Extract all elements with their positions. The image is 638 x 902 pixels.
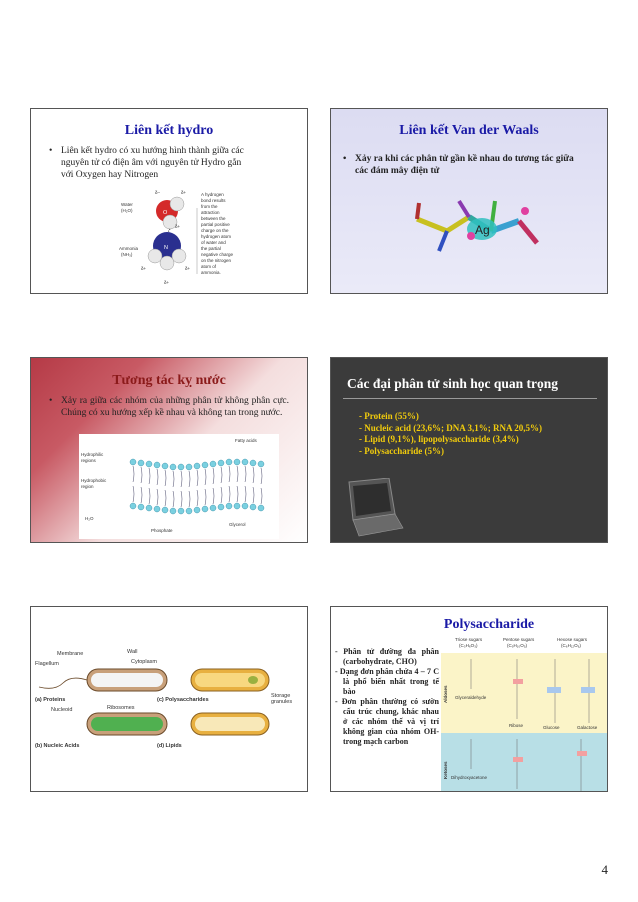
ribosomes-label: Ribosomes [107, 705, 135, 711]
n-symbol: N [164, 245, 168, 251]
storage-label: Storage [271, 693, 291, 699]
highlight-group [513, 757, 523, 762]
bullet-list [49, 145, 249, 181]
list-item: - Protein (55%) [359, 411, 419, 421]
delta-plus-label: δ+ [164, 280, 170, 285]
ag-label: Ag [475, 223, 490, 237]
lipid-bilayer-figure [79, 434, 279, 539]
slide-bacterial-cell [30, 606, 308, 792]
hydrophobic-label: Hydrophobic [81, 478, 107, 483]
wall-label: Wall [127, 649, 138, 655]
list-item: - Lipid (9,1%), lipopolysaccharide (3,4%) [359, 434, 519, 444]
aldoses-label: Aldoses [443, 685, 448, 703]
slide-title: Tương tác kỵ nước [112, 373, 226, 388]
ammonia-label: Ammonia [119, 246, 139, 251]
nucleic-acids-label: (b) Nucleic Acids [35, 743, 80, 749]
slide-polysaccharide [330, 606, 608, 804]
polysaccharides-label: (c) Polysaccharides [157, 697, 209, 703]
laptop-icon [337, 478, 405, 542]
fatty-acids-label: Fatty acids [235, 438, 257, 443]
ribose-label: Ribose [509, 723, 524, 728]
delta-plus-label: δ+ [141, 266, 147, 271]
water-formula: (H₂O) [121, 208, 133, 213]
bullet-list [343, 153, 583, 177]
svg-text:atom of: atom of [201, 264, 217, 269]
hydrophilic-label: Hydrophilic [81, 452, 104, 457]
highlight-group [577, 751, 587, 756]
svg-text:A hydrogen: A hydrogen [201, 192, 224, 197]
delta-plus-label: δ+ [181, 190, 187, 195]
hydrophobic-label: region [81, 484, 94, 489]
delta-minus-label: δ− [155, 190, 161, 195]
svg-text:partial positive: partial positive [201, 222, 230, 227]
slide-hydrophobic [30, 357, 308, 543]
hexose-formula: (C₆H₁₂O₆) [561, 643, 581, 648]
flagellum-label: Flagellum [35, 661, 59, 667]
nucleoid-label: Nucleoid [51, 707, 73, 713]
svg-text:attraction: attraction [201, 210, 220, 215]
hydrogen-atom [172, 249, 186, 263]
svg-text:bond results: bond results [201, 198, 226, 203]
macromolecule-list [359, 411, 569, 457]
slide-van-der-waals [330, 108, 608, 294]
ammonia-formula: (NH₃) [121, 252, 133, 257]
delta-plus-label: δ+ [175, 224, 181, 229]
highlight-group [581, 687, 595, 693]
glyceraldehyde-label: Glyceraldehyde [455, 695, 487, 700]
phosphate-label: Phosphate [151, 528, 173, 533]
slide-title: Liên kết Van der Waals [399, 123, 539, 138]
bullet-item: • Xảy ra khi các phân tử gần kề nhau do tương tác giữa các đám mây điện tử [343, 153, 583, 177]
slide-macromolecules [330, 357, 608, 543]
slide-title: Các đại phân tử sinh học quan trọng [347, 376, 559, 391]
hexose-header: Hexose sugars [557, 637, 588, 642]
bacterial-cell-figure [35, 647, 305, 757]
molecule-bond [459, 201, 469, 217]
hydrogen-atom [148, 249, 162, 263]
molecule-bond [417, 203, 419, 219]
cytoplasm [91, 673, 163, 687]
molecule-bond [519, 221, 537, 243]
water-label: Water [121, 202, 133, 207]
atom [521, 207, 529, 215]
bullet-list [49, 395, 289, 419]
cytoplasm-label: Cytoplasm [131, 659, 157, 665]
glucose-label: Glucose [543, 725, 560, 730]
svg-text:ammonia.: ammonia. [201, 270, 221, 275]
list-item: - Đơn phân thường có sườn cấu trúc chung, khác nhau ở các nhóm thế và vị trí không gian của nhóm OH- trong mạch carbon [335, 697, 439, 746]
lipids-label: (d) Lipids [157, 743, 182, 749]
slide-hydrogen-bond [30, 108, 308, 294]
sugar-table: Triose sugars (C₃H₆O₃) Pentose sugars (C₅H₁₀O₅) Hexose sugars (C₆H₁₂O₆) Aldoses Ketoses Glyceraldehyde Ribose Glucose Galactose Dihydroxyacetone Ribulose Fructose [441, 633, 607, 792]
hydrogen-bond-figure [119, 184, 259, 289]
ribosomes-area [91, 717, 163, 731]
svg-text:from the: from the [201, 204, 218, 209]
hydrogen-bond-line [168, 229, 170, 232]
bond-caption [201, 192, 234, 275]
bullet-item: • Liên kết hydro có xu hướng hình thành giữa các nguyên tử có điện âm với nguyên tử Hydro gắn với Oxygen hay Nitrogen [49, 145, 249, 181]
membrane-label: Membrane [57, 651, 84, 657]
molecule-bond [439, 231, 447, 251]
galactose-label: Galactose [577, 725, 598, 730]
flagellum [39, 678, 87, 688]
hydrogen-atom [160, 256, 174, 270]
highlight-group [513, 679, 523, 684]
pentose-formula: (C₅H₁₀O₅) [507, 643, 528, 648]
triose-formula: (C₃H₆O₃) [459, 643, 478, 648]
van-der-waals-figure [399, 189, 549, 264]
slide-title: Polysaccharide [443, 617, 535, 632]
bullet-item: • Xảy ra giữa các nhóm của những phân tử không phân cực. Chúng có xu hướng xếp kề nhau và không tan trong nước. [49, 395, 289, 419]
slide-title: Liên kết hydro [124, 123, 214, 138]
hydrophilic-label: regions [81, 458, 96, 463]
storage-granule [248, 676, 258, 684]
svg-text:charge on the: charge on the [201, 228, 229, 233]
storage-label: granules [271, 699, 293, 705]
svg-text:negative charge: negative charge [201, 252, 234, 257]
list-item: - Polysaccharide (5%) [359, 445, 444, 456]
figure-background [79, 434, 279, 539]
title-divider [343, 398, 597, 399]
highlight-group [547, 687, 561, 693]
svg-text:of water and: of water and [201, 240, 226, 245]
svg-text:between the: between the [201, 216, 226, 221]
ketoses-row [441, 733, 607, 792]
page-number: 4 [601, 862, 608, 877]
dihydroxyacetone-label: Dihydroxyacetone [451, 775, 488, 780]
svg-text:on the nitrogen: on the nitrogen [201, 258, 232, 263]
ketoses-label: Ketoses [443, 761, 448, 779]
list-item: - Phân tử đường đa phân (carbohydrate, CHO) [335, 647, 439, 666]
triose-header: Triose sugars [455, 637, 483, 642]
list-item: - Dạng đơn phân chứa 4 – 7 C là phổ biến nhất trong tế bào [335, 667, 439, 696]
atom [467, 232, 475, 240]
h2o-label: H₂O [85, 516, 94, 521]
delta-plus-label: δ+ [185, 266, 191, 271]
proteins-label: (a) Proteins [35, 697, 66, 703]
list-item: - Nucleic acid (23,6%; DNA 3,1%; RNA 20,5%) [359, 422, 542, 433]
glycerol-label: Glycerol [229, 522, 246, 527]
molecule-bond [447, 217, 469, 231]
svg-text:hydrogen atom: hydrogen atom [201, 234, 232, 239]
hydrogen-atom [170, 197, 184, 211]
svg-text:the partial: the partial [201, 246, 221, 251]
pentose-header: Pentose sugars [503, 637, 535, 642]
o-symbol: O [163, 210, 168, 216]
molecule-bond [417, 219, 447, 231]
polysaccharide-list [335, 647, 439, 747]
